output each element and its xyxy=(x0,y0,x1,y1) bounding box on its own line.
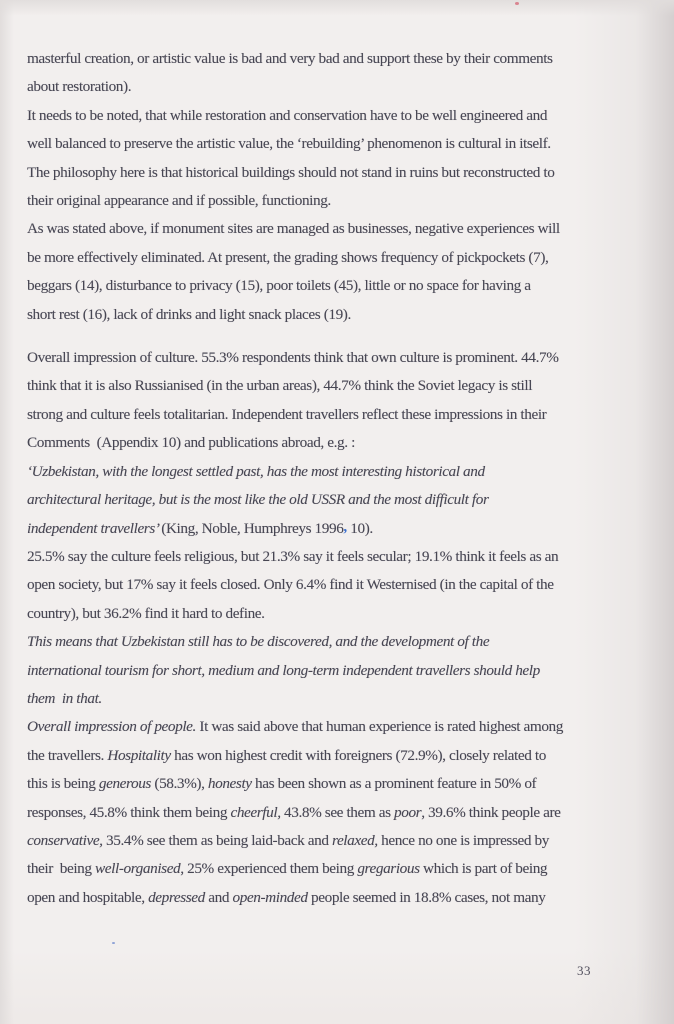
text-run: 25.5% say the culture feels religious, but 21.3% say it feels secular; 19.1% think it feels as an xyxy=(27,547,559,565)
text-line xyxy=(27,742,645,770)
text-run: open and hospitable, xyxy=(27,888,149,906)
text-line xyxy=(27,244,645,272)
text-run: cheerful, xyxy=(230,803,281,821)
text-line xyxy=(27,458,645,486)
text-run: independent travellers’ xyxy=(27,519,162,537)
text-run: be more effectively eliminated. At present, the grading shows frequency of pickpockets (7), xyxy=(27,248,549,266)
text-run: about restoration). xyxy=(27,78,132,96)
text-run: It was said above that human experience is rated highest among xyxy=(195,718,563,736)
scan-speck-red xyxy=(515,2,519,5)
text-run: (King, Noble, Humphreys 1996 xyxy=(161,519,344,537)
para-culture-impression xyxy=(27,344,645,458)
text-run: which is part of being xyxy=(419,860,548,878)
text-run: gregarious xyxy=(357,860,420,878)
text-run: responses, 45.8% think them being xyxy=(27,803,231,821)
text-line xyxy=(27,770,645,798)
text-line xyxy=(27,486,645,514)
text-line xyxy=(27,713,645,741)
text-line xyxy=(27,73,645,101)
text-run: generous xyxy=(98,775,151,793)
text-run: 43.8% see them as xyxy=(280,803,395,821)
text-run: depressed xyxy=(148,888,205,906)
text-line xyxy=(27,187,645,215)
text-run: Overall impression of people. xyxy=(27,718,196,736)
text-run: the travellers. xyxy=(27,746,108,764)
text-run: It needs to be noted, that while restoration and conservation have to be well engineered and xyxy=(27,106,548,124)
text-run: 35.4% see them as being laid-back and xyxy=(102,831,332,849)
text-run: conservative, xyxy=(27,831,103,849)
text-line xyxy=(27,429,645,457)
text-line xyxy=(27,159,645,187)
text-run: open society, but 17% say it feels closed. Only 6.4% find it Westernised (in the capital of the xyxy=(27,576,554,594)
page-number: 33 xyxy=(577,963,591,978)
text-run: 10). xyxy=(346,519,373,537)
text-run: country), but 36.2% find it hard to define. xyxy=(27,604,265,622)
text-line xyxy=(27,628,645,656)
text-run: Comments (Appendix 10) and publications abroad, e.g. : xyxy=(27,434,355,452)
text-run: them in that. xyxy=(27,689,102,707)
text-line xyxy=(27,657,645,685)
text-line xyxy=(27,272,645,300)
handwritten-blue-comma: , xyxy=(343,517,347,535)
text-run: beggars (14), disturbance to privacy (15), poor toilets (45), little or no space for having a xyxy=(27,277,531,295)
text-run: has won highest credit with foreigners (72.9%), closely related to xyxy=(170,746,546,764)
document-text xyxy=(27,45,645,912)
text-line xyxy=(27,884,645,912)
text-run: ‘Uzbekistan, with the longest settled past, has the most interesting historical and xyxy=(27,462,485,480)
text-run: well-organised xyxy=(95,860,181,878)
para-people-impression xyxy=(27,713,645,912)
text-line xyxy=(27,372,645,400)
text-run: their original appearance and if possible, functioning. xyxy=(27,192,331,210)
text-run: , 39.6% think people are xyxy=(421,803,561,821)
text-run: strong and culture feels totalitarian. Independent travellers reflect these impressions in their xyxy=(27,405,547,423)
text-run: relaxed, xyxy=(331,831,378,849)
para-uzbekistan-discovery xyxy=(27,628,645,713)
text-line xyxy=(27,215,645,243)
text-run: people seemed in 18.8% cases, not many xyxy=(307,888,546,906)
text-line xyxy=(27,301,645,329)
text-run: has been shown as a prominent feature in 50% of xyxy=(251,775,537,793)
text-line xyxy=(27,130,645,158)
scan-speck-blue xyxy=(112,942,115,944)
text-run: hence no one is impressed by xyxy=(377,831,549,849)
text-line xyxy=(27,344,645,372)
text-run: This means that Uzbekistan still has to be discovered, and the development of the xyxy=(27,633,490,651)
text-run: masterful creation, or artistic value is bad and very bad and support these by their comments xyxy=(27,50,553,67)
text-line xyxy=(27,45,645,73)
text-run: honesty xyxy=(207,775,252,793)
para-restoration-conservation xyxy=(27,102,645,216)
text-run: think that it is also Russianised (in the urban areas), 44.7% think the Soviet legacy is still xyxy=(27,377,533,395)
text-line xyxy=(27,543,645,571)
text-line xyxy=(27,827,645,855)
text-run: and xyxy=(204,888,233,906)
text-run: , 25% experienced them being xyxy=(180,860,358,878)
para-artistic-value xyxy=(27,45,645,102)
text-run: their being xyxy=(27,860,96,878)
text-run: poor xyxy=(394,803,422,821)
text-line xyxy=(27,685,645,713)
para-culture-percentages xyxy=(27,543,645,628)
para-monument-sites xyxy=(27,215,645,329)
text-line xyxy=(27,571,645,599)
text-run: Hospitality xyxy=(107,746,171,764)
text-line xyxy=(27,401,645,429)
text-line xyxy=(27,855,645,883)
text-run: As was stated above, if monument sites are managed as businesses, negative experiences will xyxy=(27,220,560,238)
text-line xyxy=(27,102,645,130)
text-run: (58.3%), xyxy=(150,775,208,793)
text-run: this is being xyxy=(27,775,99,793)
text-line xyxy=(27,600,645,628)
text-run: well balanced to preserve the artistic value, the ‘rebuilding’ phenomenon is cultural in itself. xyxy=(27,135,551,153)
text-line xyxy=(27,799,645,827)
text-run: Overall impression of culture. 55.3% respondents think that own culture is prominent. 44.7% xyxy=(27,349,559,367)
text-run: international tourism for short, medium and long-term independent travellers should help xyxy=(27,661,540,679)
text-run: open-minded xyxy=(232,888,308,906)
text-line xyxy=(27,515,645,543)
para-quote-uzbekistan xyxy=(27,458,645,543)
text-run: The philosophy here is that historical buildings should not stand in ruins but reconstructed to xyxy=(27,163,555,181)
text-run: architectural heritage, but is the most like the old USSR and the most difficult for xyxy=(27,491,489,509)
text-run: short rest (16), lack of drinks and light snack places (19). xyxy=(27,305,351,323)
